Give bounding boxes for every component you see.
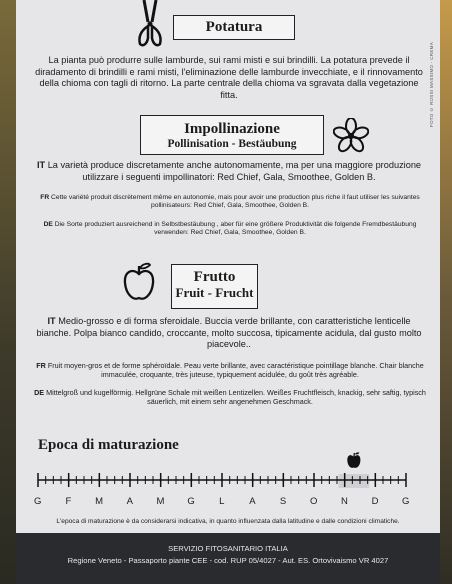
epoca-title: Epoca di maturazione xyxy=(38,437,179,453)
ripening-apple-icon xyxy=(347,452,360,468)
frutto-de-text: Mittelgroß und kugelförmig. Hellgrüne Schale mit weißen Lentizellen. Weißes Fruchtfleisch, knackig, sehr saftig, typisch säuerlich, mit einem sehr angenehmen Geschmack. xyxy=(46,388,426,406)
month-label: M xyxy=(95,496,104,507)
month-label: A xyxy=(249,496,257,507)
impollinazione-it xyxy=(34,160,424,183)
frutto-title-main: Frutto xyxy=(193,269,236,285)
frutto-title xyxy=(171,264,258,309)
epoca-note: L'epoca di maturazione è da considerarsi indicativa, in quanto influenzata dalla latitudine e dalle condizioni climatiche. xyxy=(56,518,400,525)
month-label: L xyxy=(219,496,225,507)
apple-icon xyxy=(122,262,156,302)
pruning-shears-icon xyxy=(134,0,166,48)
frutto-it-text: Medio-grosso e di forma sferoidale. Buccia verde brillante, con caratteristiche lenticelle bianche. Polpa bianco candido, croccante, molto succosa, tipicamente acidula, dal gusto molto piacevole.. xyxy=(36,316,422,349)
ripening-band xyxy=(339,474,370,488)
impollinazione-title-main: Impollinazione xyxy=(184,121,280,137)
photo-credit: FOTO © ROSSI MASSIMO - CREMA xyxy=(429,42,434,128)
lang-label-de: DE xyxy=(34,388,45,397)
footer-line2: Regione Veneto - Passaporto piante CEE - cod. RUP 05/4027 - Aut. ES. Ortovivaismo VR 4027 xyxy=(67,556,389,565)
plant-label-card xyxy=(16,0,440,584)
month-label: F xyxy=(65,496,72,507)
month-label: G xyxy=(187,496,196,507)
month-label: G xyxy=(402,496,410,507)
impollinazione-fr xyxy=(32,194,428,211)
month-label: D xyxy=(371,496,380,507)
frutto-fr xyxy=(30,361,430,379)
frutto-fr-text: Fruit moyen-gros et de forme sphéroïdale. Peau verte brillante, avec caractéristique pointillage blanche. Chair blanche immaculée, croquante, très juteuse, typiquement acidulée, du goût très agréable. xyxy=(47,361,424,379)
impollinazione-de xyxy=(36,221,424,238)
lang-label-fr: FR xyxy=(40,194,50,201)
footer-line1: SERVIZIO FITOSANITARIO ITALIA xyxy=(168,544,288,553)
frutto-title-sub: Fruit - Frucht xyxy=(175,284,254,300)
footer xyxy=(16,533,440,584)
frutto-de xyxy=(32,388,428,406)
potatura-text: La pianta può produrre sulle lamburde, sui rami misti e sui brindilli. La potatura prevede il diradamento di brindilli e rami misti, l'eliminazione delle lamburde invecchiate, e il rinnovamento della chioma con tagli di ritorno. La parte centrale della chioma va sgravata dalla vegetazione fitta. xyxy=(35,55,423,100)
impollinazione-title-sub: Pollinisation - Bestäubung xyxy=(167,137,297,150)
frutto-it xyxy=(34,316,424,351)
potatura-title: Potatura xyxy=(173,15,295,40)
flower-icon xyxy=(333,118,369,154)
month-label: O xyxy=(310,496,318,507)
impollinazione-de-text: Die Sorte produziert ausreichend in Selbstbestäubung , aber für eine größere Produktivität die folgende Fremdbestäubung verwenden: Red Chief, Gala, Smoothee, Golden B. xyxy=(54,221,417,237)
month-label: N xyxy=(340,496,349,507)
lang-label-de: DE xyxy=(43,221,53,228)
lang-label-it: IT xyxy=(47,316,56,326)
lang-label-fr: FR xyxy=(36,361,46,370)
month-label: A xyxy=(126,496,134,507)
lang-label-it: IT xyxy=(36,160,46,170)
impollinazione-it-text: La varietà produce discretamente anche autonomamente, ma per una maggiore produzione utilizzare i seguenti impollinatori: Red Chief, Gala, Smoothee, Golden B. xyxy=(47,160,422,182)
month-label: G xyxy=(34,496,42,507)
month-label: M xyxy=(156,496,165,507)
impollinazione-title xyxy=(140,115,324,155)
ripening-timeline xyxy=(16,450,440,495)
month-label: S xyxy=(279,496,287,507)
impollinazione-fr-text: Cette variété produit discrètement même en autonomie, mais pour avoir une production plus riche il faut utiliser les suivantes pollinisateurs: Red Chief, Gala, Smoothee, Golden B. xyxy=(51,194,420,210)
